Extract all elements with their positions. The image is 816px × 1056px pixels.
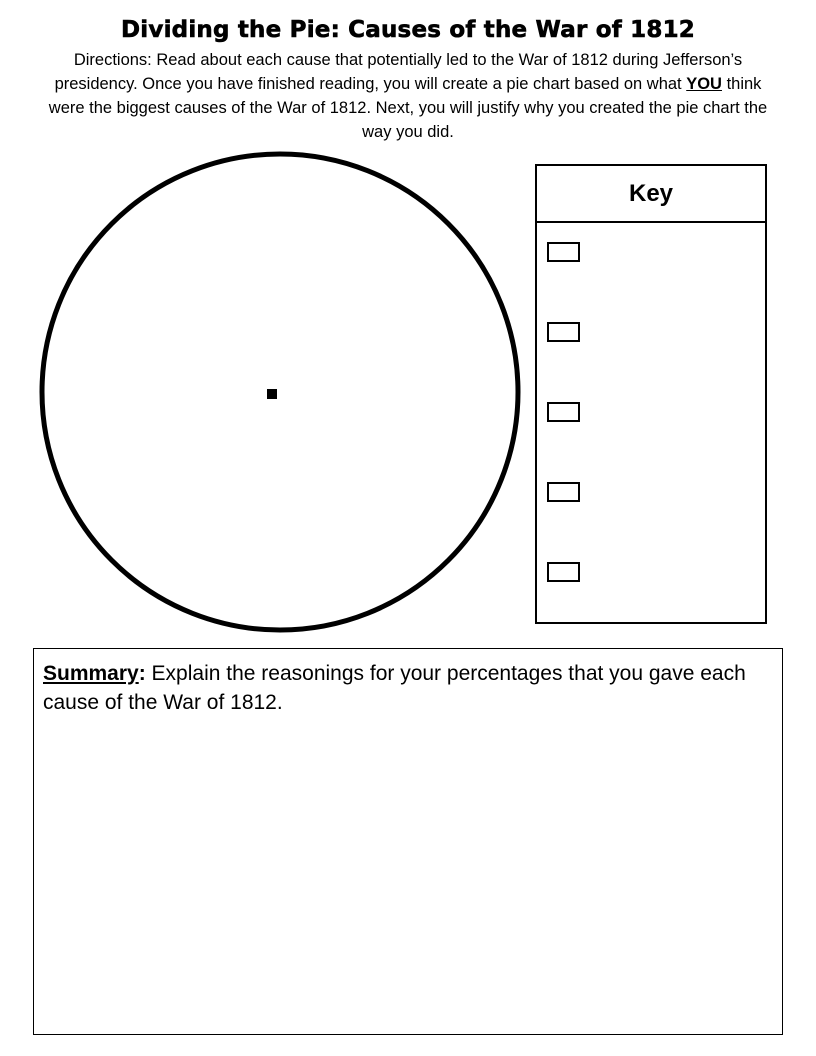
key-color-box-3[interactable]	[547, 402, 580, 422]
worksheet-title: Dividing the Pie: Causes of the War of 1812	[121, 17, 695, 43]
directions-part-2: think were the biggest causes of the War of 1812. Next, you will justify why you created the pie chart the way you did.	[48, 75, 768, 141]
key-color-box-4[interactable]	[547, 482, 580, 502]
key-legend-box	[535, 164, 767, 624]
summary-colon: :	[138, 662, 146, 685]
directions-part-1: Directions: Read about each cause that potentially led to the War of 1812 during Jefferson’s presidency. Once you have finished reading, you will create a pie chart based on what	[54, 51, 743, 93]
summary-label: Summary	[43, 662, 139, 685]
key-color-box-2[interactable]	[547, 322, 580, 342]
blank-pie-chart	[36, 148, 526, 638]
summary-prompt: Explain the reasonings for your percentages that you gave each cause of the War of 1812.	[43, 662, 746, 714]
pie-center-dot	[267, 389, 277, 399]
key-color-box-5[interactable]	[547, 562, 580, 582]
key-title: Key	[537, 166, 765, 223]
directions-text	[40, 48, 776, 144]
pie-circle-outline	[42, 154, 518, 630]
key-color-box-1[interactable]	[547, 242, 580, 262]
directions-emphasis: YOU	[686, 75, 722, 93]
summary-box[interactable]	[33, 648, 783, 1035]
